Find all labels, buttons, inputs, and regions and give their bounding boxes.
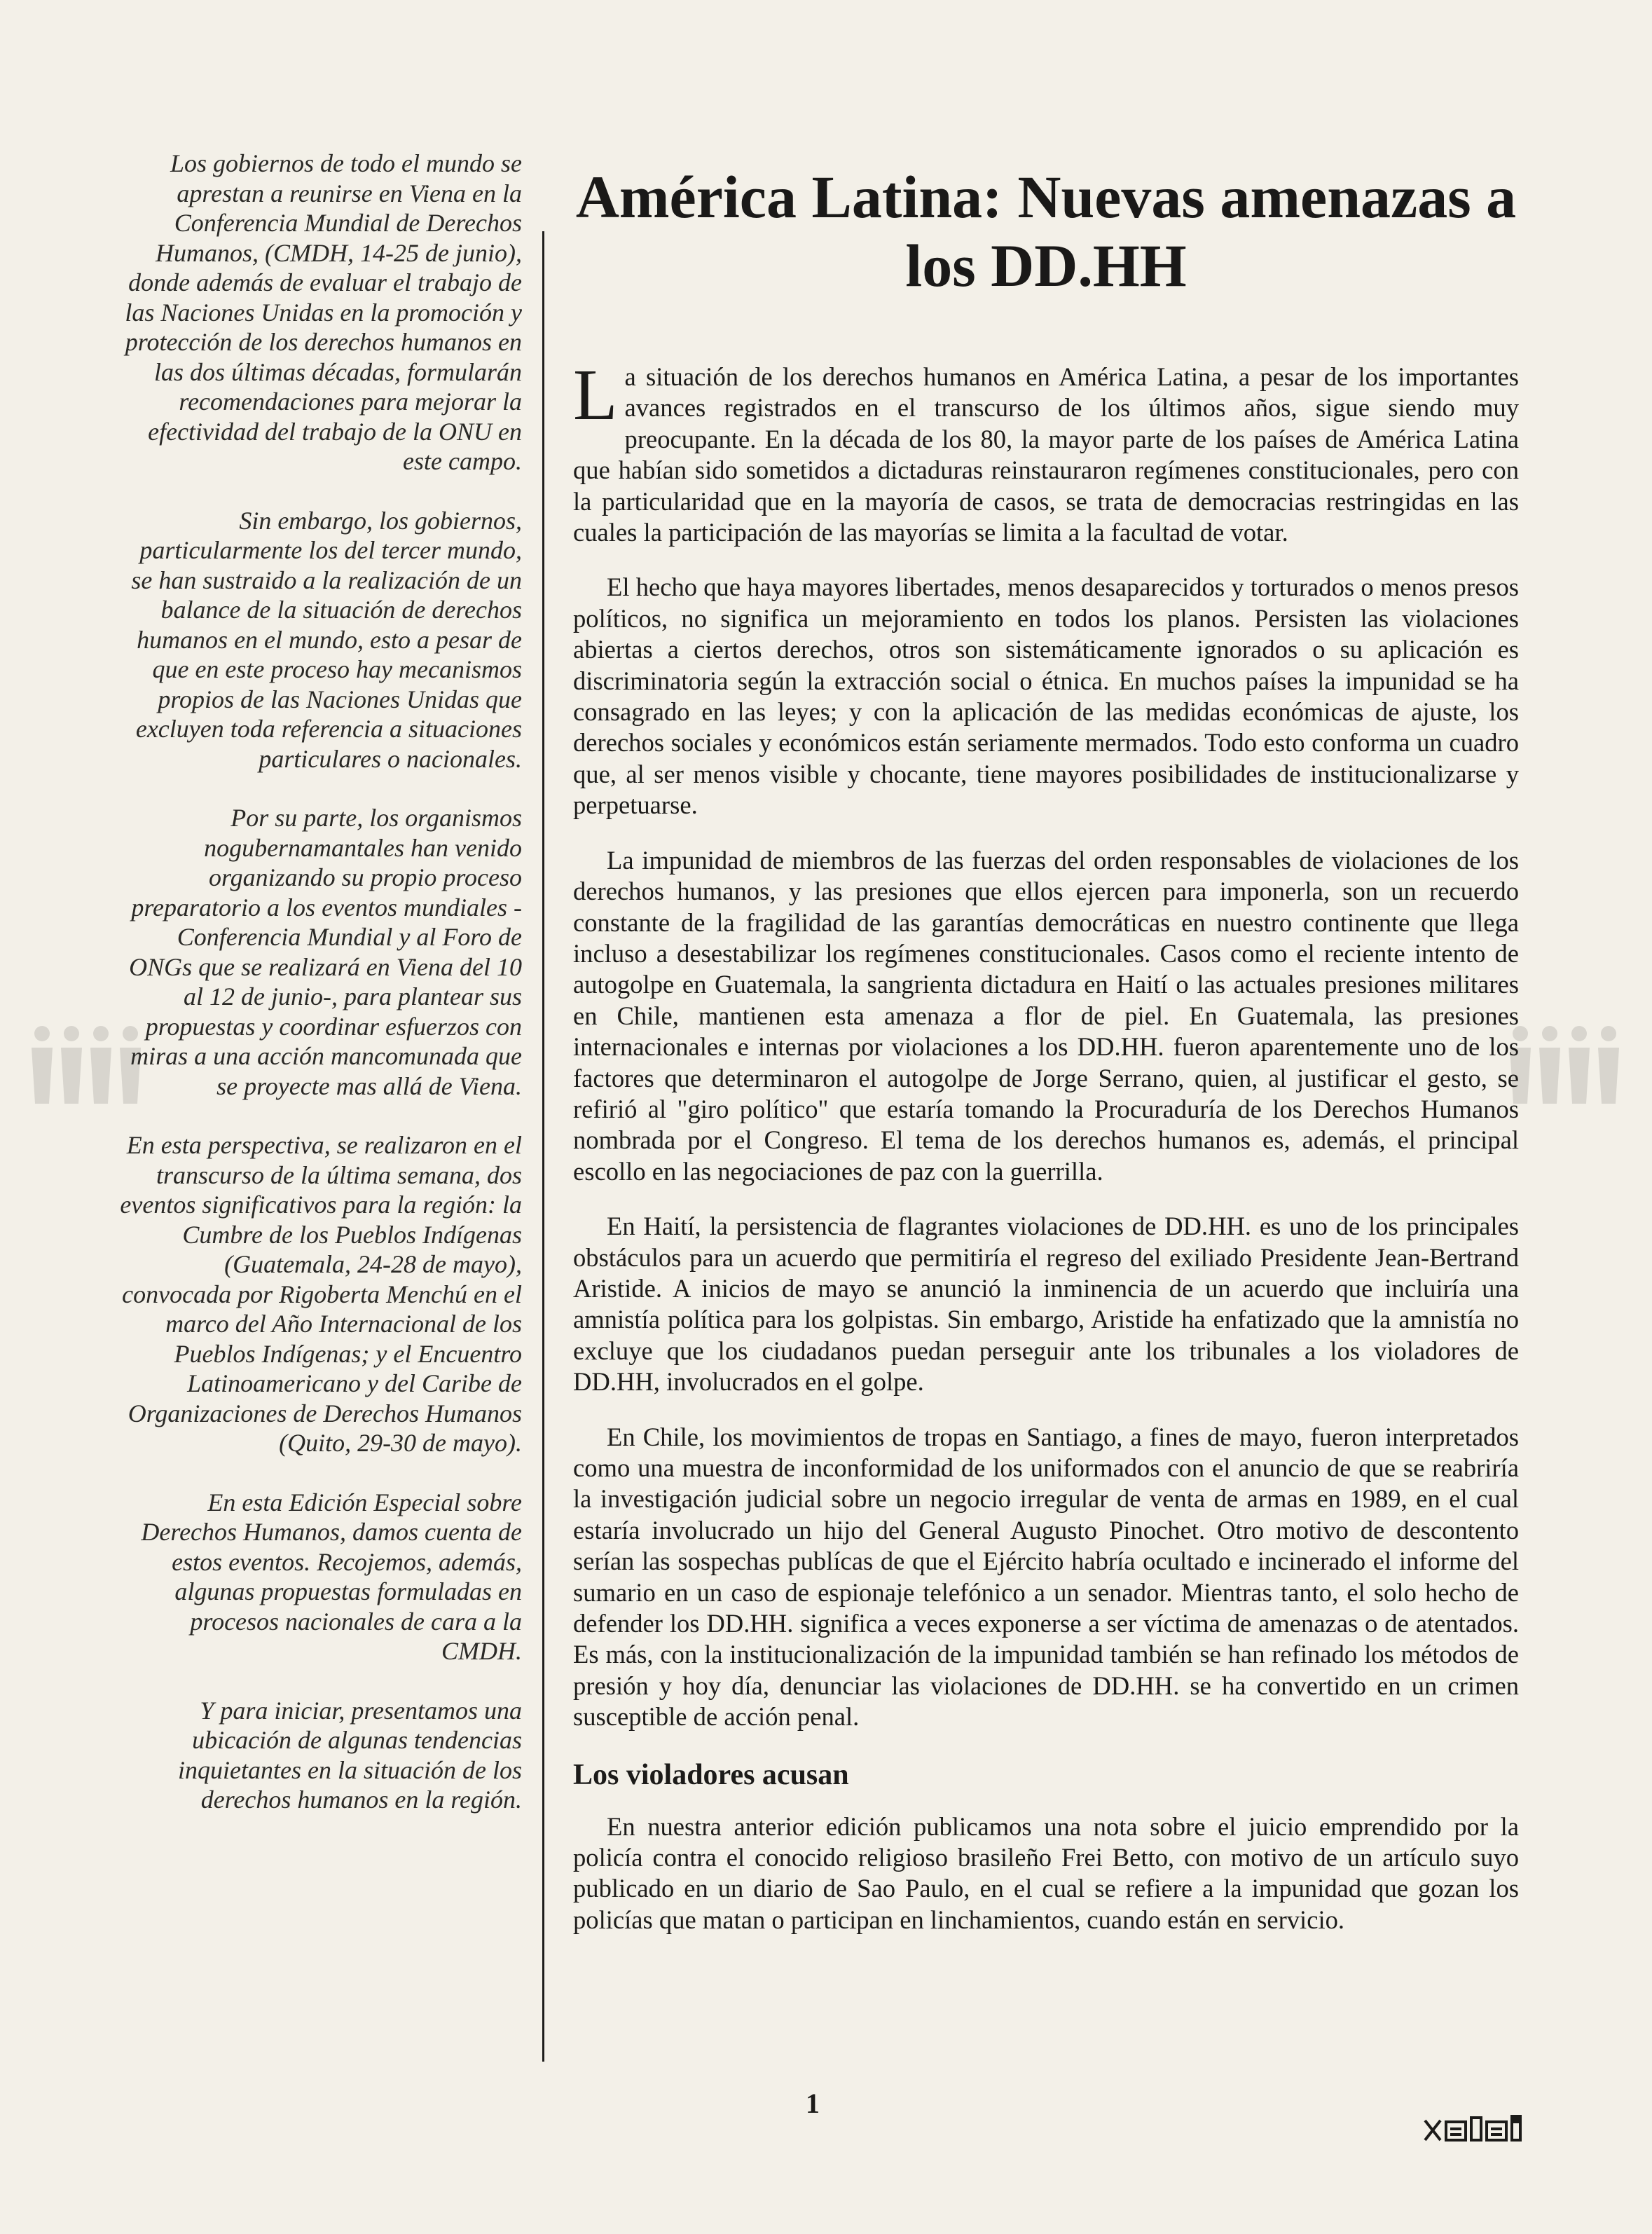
drop-cap: L <box>573 355 618 435</box>
article-paragraph: En nuestra anterior edición publicamos una nota sobre el juicio emprendido por la policía contra el conocido religioso brasileño Frei Betto, con motivo de un artículo suyo publicado en un diario de Sao Paulo, en el cual se refiere a la impunidad que gozan los policías que matan o participan en linchamientos, cuando están en servicio. <box>573 1811 1519 1934</box>
page-number: 1 <box>806 2088 820 2119</box>
article-paragraph: En Haití, la persistencia de flagrantes violaciones de DD.HH. es uno de los principales obstáculos para un acuerdo que permitiría el regreso del exiliado Presidente Jean-Bertrand Aristide. A inicios de mayo se anunció la inminencia de un acuerdo que incluiría una amnistía política para los golpistas. Sin embargo, Aristide ha enfatizado que la amnistía no excluye que los ciudadanos puedan perseguir ante los tribunales a los violadores de DD.HH, involucrados en el golpe. <box>573 1212 1519 1397</box>
article-paragraph: En Chile, los movimientos de tropas en Santiago, a fines de mayo, fueron interpretados como una muestra de inconformidad de los uniformados con el anuncio de que se reabriría la investigación judicial sobre un negocio irregular de venta de armas en 1989, en el cual estaría involucrado un hijo del General Augusto Pinochet. Otro motivo de descontento serían las sospechas publícas de que el Ejército habría ocultado e incinerado el informe del sumario en un caso de espionaje telefónico a un senador. Mientras tanto, el solo hecho de defender los DD.HH. significa a veces exponerse a ser víctima de amenazas o de atentados. Es más, con la institucionalización de la impunidad también se han refinado los métodos de presión y hoy día, denunciar las violaciones de DD.HH. se ha convertido en un crimen susceptible de acción penal. <box>573 1422 1519 1732</box>
editorial-sidebar <box>116 149 522 1844</box>
lead-paragraph-text: a situación de los derechos humanos en América Latina, a pesar de los importantes avances registrados en el transcurso de los últimos años, sigue siendo muy preocupante. En la década de los 80, la mayor parte de los países de América Latina que habían sido sometidos a dictaduras reinstauraron regímenes constitucionales, pero con la particularidad que en la mayoría de casos, se trata de democracias restringidas en las cuales la participación de las mayorías se limita a la facultad de votar. <box>573 362 1519 547</box>
column-divider <box>542 231 544 2062</box>
sidebar-paragraph: Sin embargo, los gobiernos, particularmente los del tercer mundo, se han sustraido a la realización de un balance de la situación de derechos humanos en el mundo, esto a pesar de que en este proceso hay mecanismos propios de las Naciones Unidas que excluyen toda referencia a situaciones particulares o nacionales. <box>131 506 522 773</box>
alai-logo-icon <box>1422 2115 1541 2146</box>
sidebar-paragraph: Por su parte, los organismos nogubernamantales han venido organizando su propio proceso preparatorio a los eventos mundiales -Conferencia Mundial y al Foro de ONGs que se realizará en Viena del 10 al 12 de junio-, para plantear sus propuestas y coordinar esfuerzos con miras a una acción mancomunada que se proyecte mas allá de Viena. <box>129 804 522 1100</box>
section-subheading: Los violadores acusan <box>573 1758 849 1791</box>
sidebar-paragraph: Los gobiernos de todo el mundo se aprestan a reunirse en Viena en la Conferencia Mundial de Derechos Humanos, (CMDH, 14-25 de junio), donde además de evaluar el trabajo de las Naciones Unidas en la promoción y protección de los derechos humanos en las dos últimas décadas, formularán recomendaciones para mejorar la efectividad del trabajo de la ONU en este campo. <box>125 149 522 475</box>
sidebar-paragraph: En esta perspectiva, se realizaron en el transcurso de la última semana, dos eventos significativos para la región: la Cumbre de los Pueblos Indígenas (Guatemala, 24-28 de mayo), convocada por Rigoberta Menchú en el marco del Año Internacional de los Pueblos Indígenas; y el Encuentro Latinoamericano y del Caribe de Organizaciones de Derechos Humanos (Quito, 29-30 de mayo). <box>120 1131 522 1457</box>
main-article <box>573 163 1519 1959</box>
lead-paragraph <box>573 355 1519 548</box>
article-paragraph: El hecho que haya mayores libertades, menos desaparecidos y torturados o menos presos políticos, no significa un mejoramiento en todos los planos. Persisten las violaciones abiertas a ciertos derechos, otros son sistemáticamente ignorados o su aplicación es discriminatoria según la extracción social o étnica. En muchos países la impunidad se ha consagrado en las leyes; y con la aplicación de las medidas económicas de ajuste, los derechos sociales y económicos están seriamente mermados. Todo esto conforma un cuadro que, al ser menos visible y chocante, tiene mayores posibilidades de institucionalizarse y perpetuarse. <box>573 573 1519 820</box>
sidebar-paragraph: En esta Edición Especial sobre Derechos Humanos, damos cuenta de estos eventos. Recojemos, además, algunas propuestas formuladas en procesos nacionales de cara a la CMDH. <box>141 1488 522 1665</box>
article-body <box>573 355 1519 1935</box>
watermark-figures-icon <box>1506 1023 1625 1107</box>
sidebar-paragraph: Y para iniciar, presentamos una ubicación de algunas tendencias inquietantes en la situación de los derechos humanos en la región. <box>178 1696 522 1814</box>
article-title: América Latina: Nuevas amenazas a los DD.HH <box>575 163 1517 299</box>
article-paragraph: La impunidad de miembros de las fuerzas del orden responsables de violaciones de los derechos humanos, y las presiones que ellos ejercen para imponerla, son un recuerdo constante de la fragilidad de las garantías democráticas en nuestro continente que llega incluso a desestabilizar los regímenes constitucionales. Casos como el reciente intento de autogolpe en Guatemala, la sangrienta dictadura en Haití o las actuales presiones militares en Chile, mantienen esta amenaza a flor de piel. En Guatemala, las presiones internacionales e internas por violaciones a los DD.HH. fueron aparentemente uno de los factores que determinaron el autogolpe de Jorge Serrano, quien, al justificar el gesto, se refirió al "giro político" que estaría tomando la Procuraduría de los Derechos Humanos nombrada por el Congreso. El tema de los derechos humanos es, además, el principal escollo en las negociaciones de paz con la guerrilla. <box>573 845 1519 1186</box>
